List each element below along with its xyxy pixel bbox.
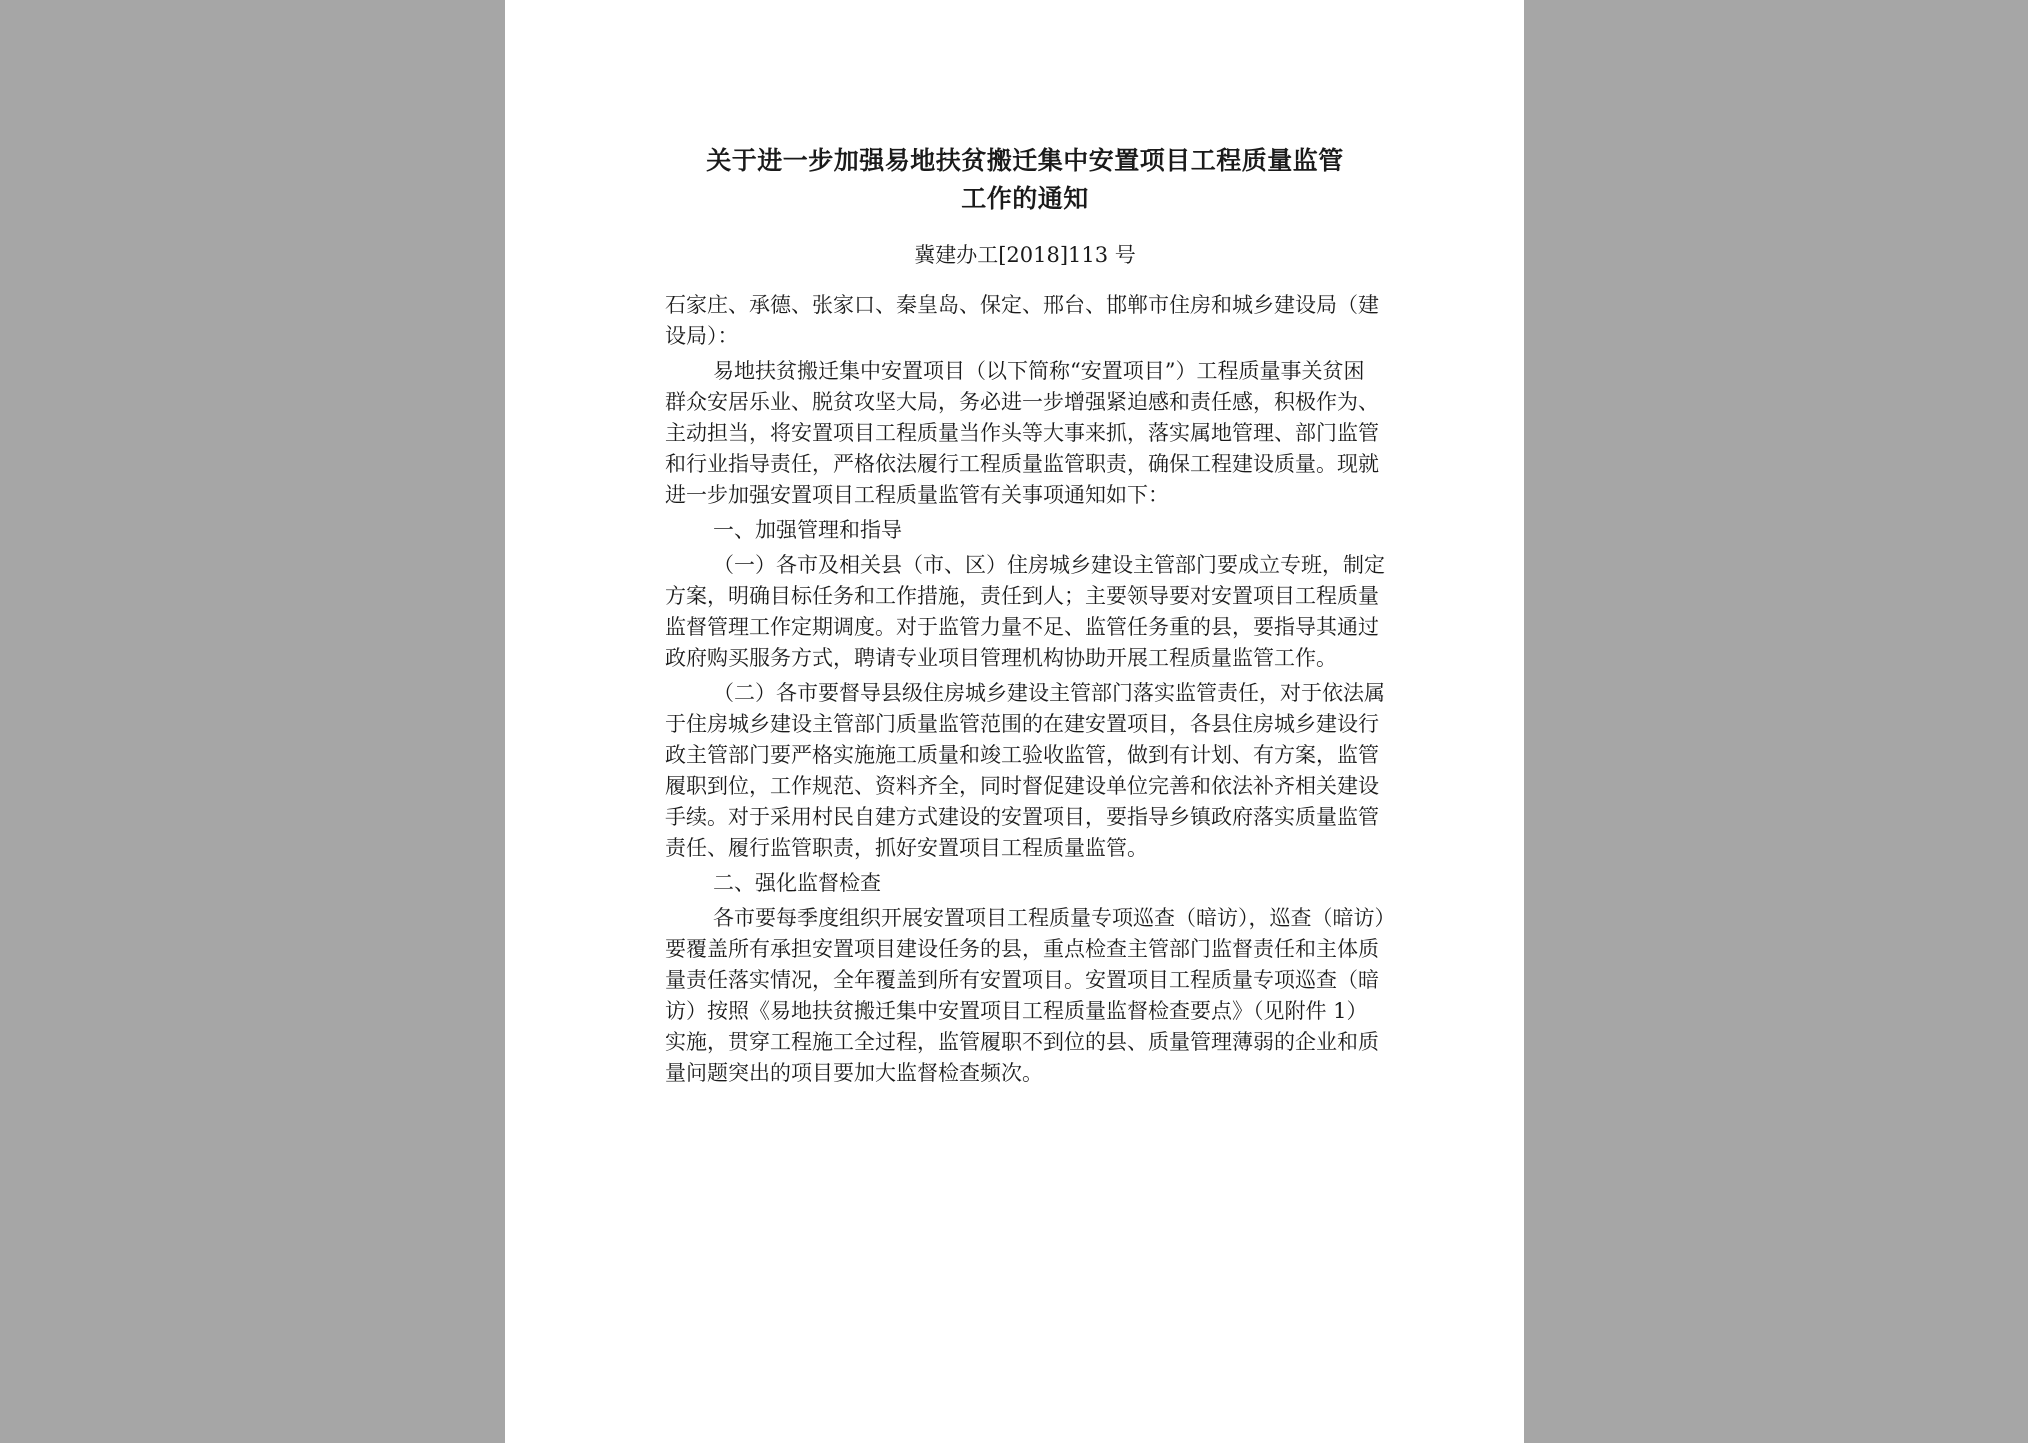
section-1-item-1: （一）各市及相关县（市、区）住房城乡建设主管部门要成立专班，制定方案，明确目标任务和工作措施，责任到人；主要领导要对安置项目工程质量监督管理工作定期调度。对于监管力量不足、监管任务重的县，要指导其通过政府购买服务方式，聘请专业项目管理机构协助开展工程质量监管工作。 [665,553,1385,670]
title-line-1: 关于进一步加强易地扶贫搬迁集中安置项目工程质量监管 [706,146,1344,175]
document-body [665,142,1385,1093]
section-1-item-2: （二）各市要督导县级住房城乡建设主管部门落实监管责任，对于依法属于住房城乡建设主管部门质量监管范围的在建安置项目，各县住房城乡建设行政主管部门要严格实施施工质量和竣工验收监管，做到有计划、有方案，监管履职到位，工作规范、资料齐全，同时督促建设单位完善和依法补齐相关建设手续。对于采用村民自建方式建设的安置项目，要指导乡镇政府落实质量监管责任、履行监管职责，抓好安置项目工程质量监管。 [665,681,1385,860]
document-page [505,0,1524,1443]
title-line-2: 工作的通知 [961,184,1089,213]
document-title [665,142,1385,218]
section-2-paragraph: 各市要每季度组织开展安置项目工程质量专项巡查（暗访），巡查（暗访）要覆盖所有承担安置项目建设任务的县，重点检查主管部门监督责任和主体质量责任落实情况，全年覆盖到所有安置项目。安置项目工程质量专项巡查（暗访）按照《易地扶贫搬迁集中安置项目工程质量监督检查要点》（见附件 1）实施，贯穿工程施工全过程，监管履职不到位的县、质量管理薄弱的企业和质量问题突出的项目要加大监督检查频次。 [665,906,1385,1085]
section-2-heading: 二、强化监督检查 [713,871,881,895]
intro-paragraph: 易地扶贫搬迁集中安置项目（以下简称“安置项目”）工程质量事关贫困群众安居乐业、脱贫攻坚大局，务必进一步增强紧迫感和责任感，积极作为、主动担当，将安置项目工程质量当作头等大事来抓，落实属地管理、部门监管和行业指导责任，严格依法履行工程质量监管职责，确保工程建设质量。现就进一步加强安置项目工程质量监管有关事项通知如下： [665,359,1379,507]
document-number: 冀建办工[2018]113 号 [914,243,1136,267]
addressee: 石家庄、承德、张家口、秦皇岛、保定、邢台、邯郸市住房和城乡建设局（建设局）： [665,293,1379,348]
section-1-heading: 一、加强管理和指导 [713,518,902,542]
